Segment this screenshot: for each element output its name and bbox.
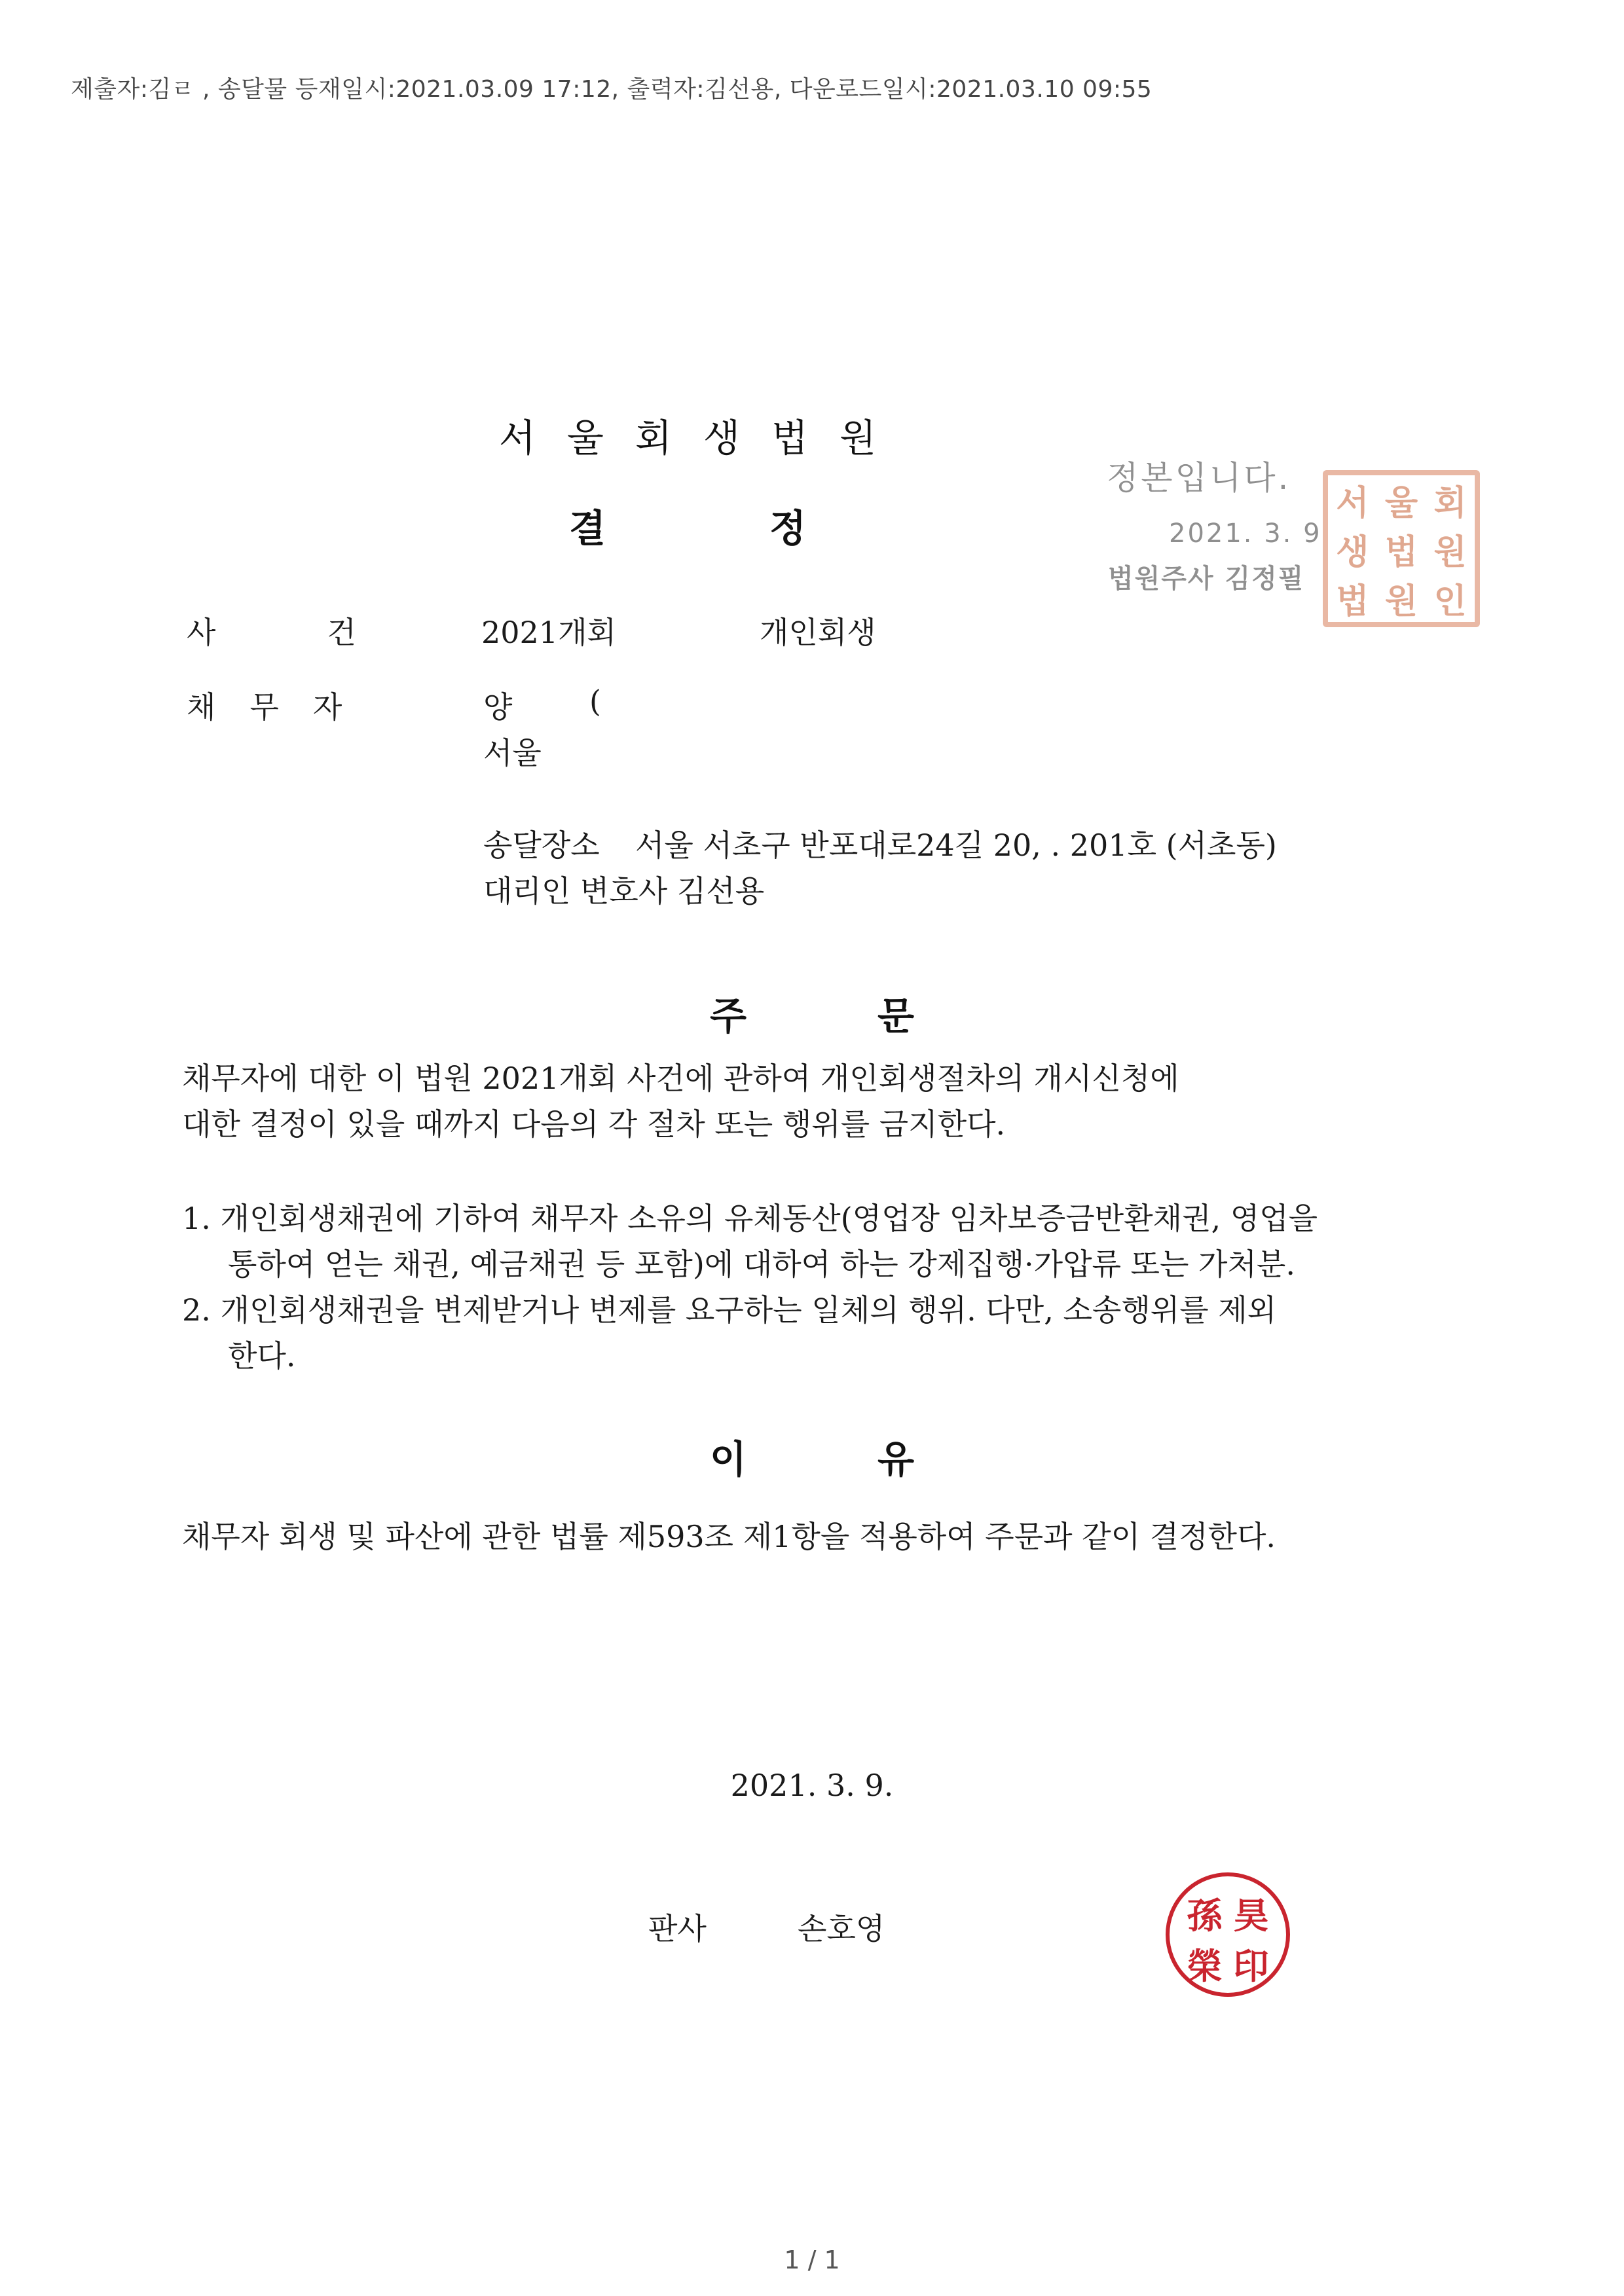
order-item2-line2: 한다. xyxy=(228,1338,296,1374)
order-intro-line1: 채무자에 대한 이 법원 2021개회 사건에 관하여 개인회생절차의 개시신청에 xyxy=(182,1061,1179,1096)
service-address-label: 송달장소 xyxy=(483,828,600,863)
reason-heading: 이유 xyxy=(709,1437,1046,1482)
judge-name: 손호영 xyxy=(798,1911,885,1946)
order-intro-line2: 대한 결정이 있을 때까지 다음의 각 절차 또는 행위를 금지한다. xyxy=(182,1106,1006,1142)
case-type: 개인회생 xyxy=(760,615,876,650)
judge-seal-icon: 孫 昊 榮 印 xyxy=(1166,1872,1290,1997)
reason-text: 채무자 회생 및 파산에 관한 법률 제593조 제1항을 적용하여 주문과 같이 결정한다. xyxy=(182,1519,1276,1554)
court-name: 서울회생법원 xyxy=(498,416,908,460)
debtor-name-paren: ( xyxy=(589,683,601,719)
case-number: 2021개회 xyxy=(481,615,616,650)
service-address: 서울 서초구 반포대로24길 20, . 201호 (서초동) xyxy=(635,828,1277,863)
order-item1-line1: 1. 개인회생채권에 기하여 채무자 소유의 유체동산(영업장 임차보증금반환채권, 영업을 xyxy=(182,1201,1318,1236)
certified-copy-stamp-text: 정본입니다. xyxy=(1107,459,1291,497)
order-item2-line1: 2. 개인회생채권을 변제받거나 변제를 요구하는 일체의 행위. 다만, 소송행위를 제외 xyxy=(182,1292,1277,1328)
debtor-name: 양 xyxy=(483,689,513,725)
debtor-label: 채무자 xyxy=(187,689,377,725)
certified-copy-stamp-date: 2021. 3. 9. xyxy=(1169,519,1333,549)
document-title: 결정 xyxy=(568,506,970,551)
header-metadata: 제출자:김ㄹ , 송달물 등재일시:2021.03.09 17:12, 출력자:김선용, 다운로드일시:2021.03.10 09:55 xyxy=(71,76,1153,103)
case-label: 사건 xyxy=(187,615,468,650)
judge-title: 판사 xyxy=(648,1911,707,1946)
attorney: 대리인 변호사 김선용 xyxy=(483,873,765,909)
debtor-address: 서울 xyxy=(483,735,542,771)
certified-copy-stamp-clerk: 법원주사 김정필 xyxy=(1108,564,1305,594)
order-heading: 주문 xyxy=(709,994,1046,1038)
court-seal-icon: 서 울 회 생 법 원 법 원 인 xyxy=(1323,470,1480,627)
order-item1-line2: 통하여 얻는 채권, 예금채권 등 포함)에 대하여 하는 강제집행·가압류 또는 가처분. xyxy=(228,1247,1295,1282)
page-number: 1 / 1 xyxy=(784,2246,840,2274)
decision-date: 2021. 3. 9. xyxy=(730,1768,894,1803)
